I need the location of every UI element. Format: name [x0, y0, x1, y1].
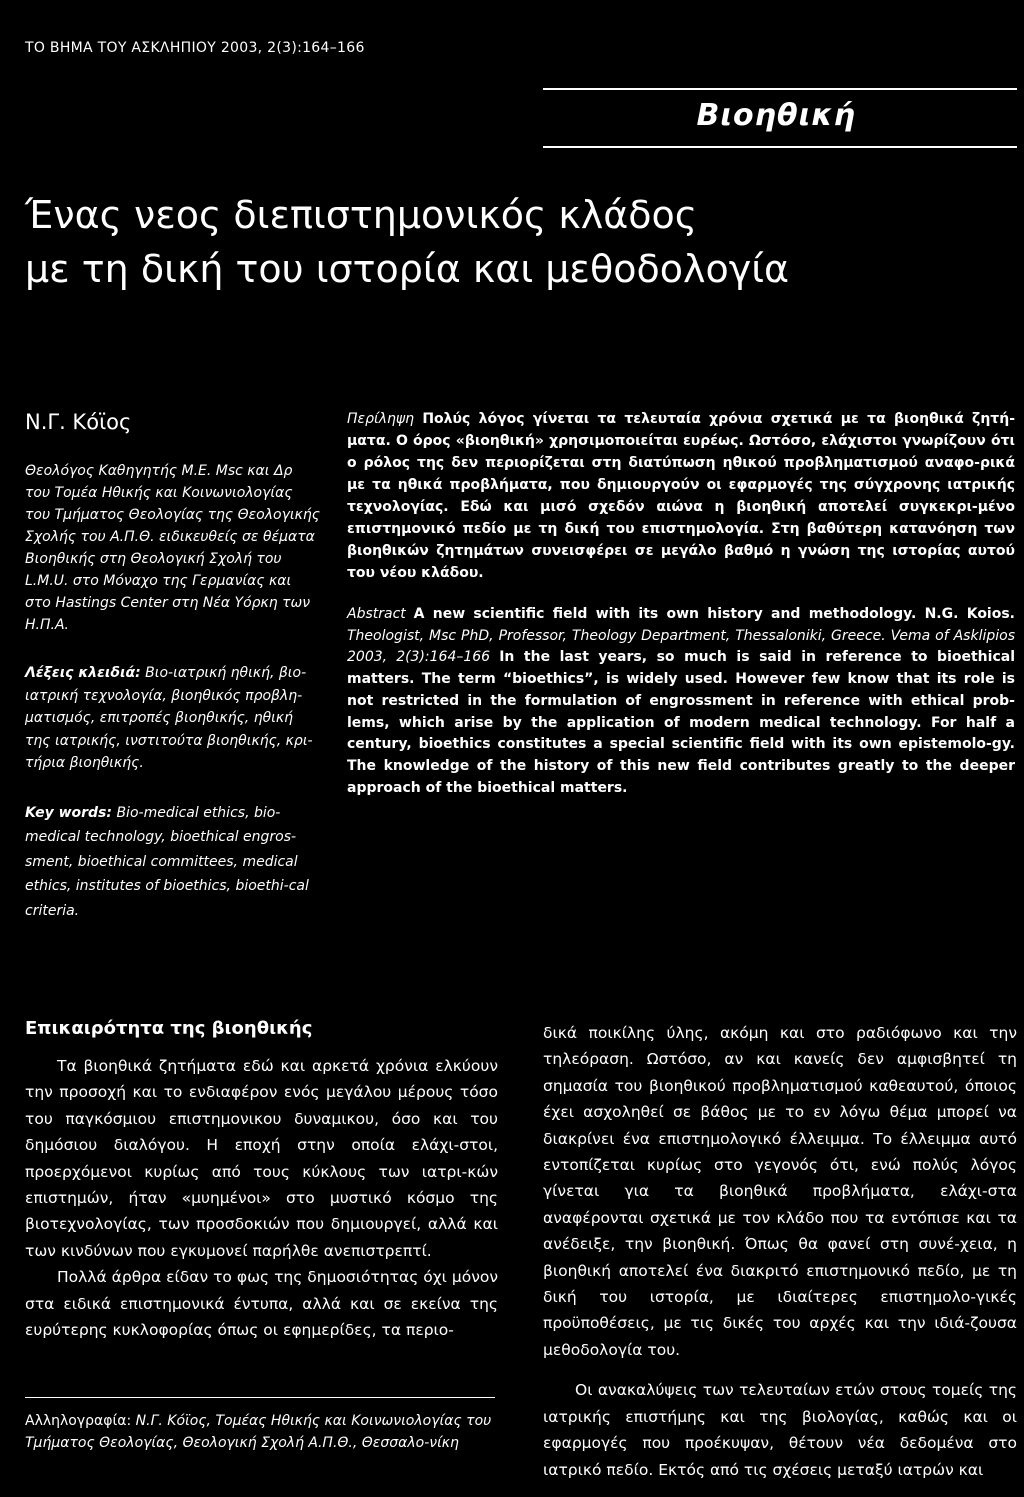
- body-paragraph-3: δικά ποικίλης ύλης, ακόμη και στο ραδιόφωνο και την τηλεόραση. Ωστόσο, αν και κανείς δεν αμφισβητεί τη σημασία του βιοηθικού προβληματισμού καθεαυτού, όποιος έχει ασχοληθεί σε βάθος με το εν λόγω θέμα μπορεί να διακρίνει ένα επιστημολογικό έλλειμμα. Το έλλειμμα αυτό εντοπίζεται κυρίως στο γεγονός ότι, ενώ πολύς λόγος γίνεται για τα βιοηθικά προβλήματα, ελάχι-στα αναφέρονται σχετικά με τον κλάδο που τα εντόπισε και τα ανέδειξε, την βιοηθική. Όπως θα φανεί στη συνέ-χεια, η βιοηθική αποτελεί ένα διακριτό επιστημονικό πεδίο, με τη δική του ιστορία, με ιδιαίτερες επιστημολο-γικές προϋποθέσεις, με τις δικές του αρχές και την ιδιά-ζουσα μεθοδολογία του.: [543, 1024, 1017, 1359]
- abstract-english: [347, 604, 1015, 799]
- journal-citation: ΤΟ ΒΗΜΑ ΤΟΥ ΑΣΚΛΗΠΙΟΥ 2003, 2(3):164–166: [25, 40, 365, 56]
- footnote-label: Αλληλογραφία:: [25, 1413, 132, 1429]
- summary-label: Περίληψη: [347, 411, 414, 427]
- section-rule-top: [543, 88, 1017, 90]
- keywords-greek: [25, 662, 320, 775]
- keywords-english-text: Bio-medical ethics, bio-medical technology, bioethical engros-sment, bioethical committees, medical ethics, institutes of bioethics, bioethi-cal criteria.: [25, 804, 309, 919]
- section-tag: Βιοηθική: [696, 98, 856, 133]
- body-column-left: [25, 1018, 498, 1343]
- author-affiliation: Θεολόγος Καθηγητής Μ.Ε. Msc και Δρ του Τομέα Ηθικής και Κοινωνιολογίας του Τμήματος Θεολογίας της Θεολογικής Σχολής του Α.Π.Θ. ειδικευθείς σε θέματα Βιοηθικής στη Θεολογική Σχολή του L.M.U. στο Μόναχο της Γερμανίας και στο Hastings Center στη Νέα Υόρκη των Η.Π.Α.: [25, 463, 320, 633]
- title-line-1: Ένας νεος διεπιστημονικός κλάδος: [25, 193, 698, 237]
- body-paragraph-1: Τα βιοηθικά ζητήματα εδώ και αρκετά χρόνια ελκύουν την προσοχή και το ενδιαφέρον ενός μεγάλου μέρους τόσο του παγκόσμιου επιστημονικου δυναμικου, όσο και του δημόσιου διαλόγου. Η εποχή στην οποία ελάχι-στοι, προερχόμενοι κυρίως από τους κύκλους των ιατρι-κών επιστημών, ήταν «μυημένοι» στο μυστικό κόσμο της βιοτεχνολογίας, των προσδοκιών που δημιουργεί, αλλά και των κινδύνων που εγκυμονεί παρήλθε ανεπιστρεπτί.: [25, 1057, 498, 1260]
- abstract-column: [347, 408, 1015, 799]
- body-paragraph-2: Πολλά άρθρα είδαν το φως της δημοσιότητας όχι μόνον στα ειδικά επιστημονικά έντυπα, αλλά και σε εκείνα της ευρύτερης κυκλοφορίας όπως οι εφημερίδες, τα περιο-: [25, 1268, 498, 1340]
- author-name: Ν.Γ. Κόϊος: [25, 410, 132, 434]
- abstract-label: Abstract: [347, 606, 406, 622]
- author-column: [25, 410, 320, 923]
- summary-text: Πολύς λόγος γίνεται τα τελευταία χρόνια σχετικά με τα βιοηθικά ζητή-ματα. Ο όρος «βιοηθική» χρησιμοποιείται ευρέως. Ωστόσο, ελάχιστοι γνωρίζουν ότι ο ρόλος της δεν περιορίζεται στη διατύπωση ηθικού προβληματισμού αναφο-ρικά με τα ηθικά προβλήματα, που δημιουργούν οι εφαρμογές της σύγχρονης ιατρικής τεχνολογίας. Εδώ και μισό σχεδόν αιώνα η βιοηθική αποτελεί συγκεκρι-μένο επιστημονικό πεδίο με τη δική του επιστημολογία. Στη βαθύτερη κατανόηση των βιοηθικών ζητημάτων συνεισφέρει σε μεγάλο βαθμό η γνώση της ιστορίας αυτού του νέου κλάδου.: [347, 411, 1016, 581]
- footnote-divider: [25, 1397, 495, 1398]
- section-heading: Επικαιρότητα της βιοηθικής: [25, 1018, 313, 1039]
- title-line-2: με τη δική του ιστορία και μεθοδολογία: [25, 247, 790, 291]
- summary-greek: [347, 408, 1015, 584]
- article-title: [25, 188, 789, 296]
- body-column-right: [543, 1020, 1017, 1483]
- keywords-english-label: Key words:: [25, 804, 112, 821]
- abstract-citation: Theologist, Msc PhD, Professor, Theology Department, Thessaloniki, Greece. Vema of Asklipios 2003, 2(3):164–166: [347, 627, 1015, 666]
- abstract-text: In the last years, so much is said in reference to bioethical matters. The term “bioethics”, is widely used. However few know that its role is not restricted in the formulation of engrossment in reference with ethical prob-lems, which arise by the application of modern medical technology. For half a century, bioethics constitutes a special scientific field with its own epistemolo-gy. The knowledge of the history of this new field contributes greatly to the deeper approach of the bioethical matters.: [347, 649, 1015, 796]
- section-rule-bottom: [543, 146, 1017, 148]
- correspondence-footnote: [25, 1410, 495, 1454]
- keywords-greek-text: Βιο-ιατρική ηθική, βιο-ιατρική τεχνολογία, βιοηθικός προβλη-ματισμός, επιτροπές βιοηθικής, ηθική της ιατρικής, ινστιτούτα βιοηθικής, κρι-τήρια βιοηθικής.: [25, 665, 313, 771]
- body-paragraph-4: Οι ανακαλύψεις των τελευταίων ετών στους τομείς της ιατρικής επιστήμης και της βιολογίας, καθώς και οι εφαρμογές που προέκυψαν, θέτουν νέα δεδομένα στο ιατρικό πεδίο. Εκτός από τις σχέσεις μεταξύ ιατρών και: [543, 1381, 1017, 1479]
- footnote-text: Ν.Γ. Κόϊος, Τομέας Ηθικής και Κοινωνιολογίας του Τμήματος Θεολογίας, Θεολογική Σχολή Α.Π.Θ., Θεσσαλο-νίκη: [25, 1413, 492, 1451]
- abstract-title: A new scientific field with its own history and methodology. N.G. Koios.: [413, 606, 1016, 622]
- keywords-english: [25, 801, 320, 924]
- keywords-greek-label: Λέξεις κλειδιά:: [25, 665, 141, 681]
